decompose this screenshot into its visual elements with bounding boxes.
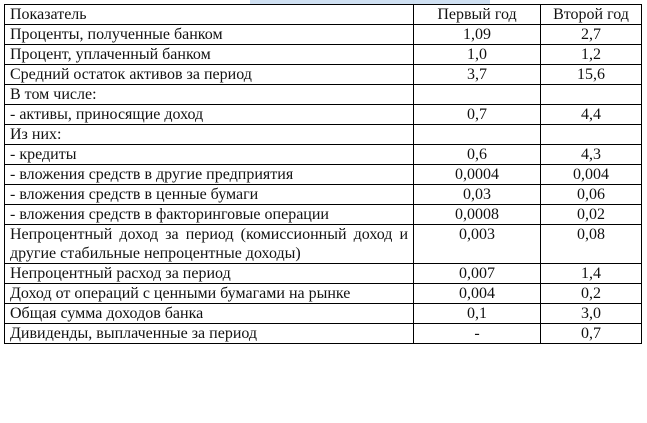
row-year1-value: 1,0 [414,45,541,65]
row-year2-value [541,85,642,105]
row-label: - вложения средств в факторинговые операции [5,205,414,225]
row-year1-value: 0,7 [414,105,541,125]
row-year2-value: 1,4 [541,264,642,284]
table-row [5,185,642,205]
row-year2-value [541,125,642,145]
row-year1-value [414,125,541,145]
table-row [5,165,642,185]
row-year2-value: 4,4 [541,105,642,125]
row-year1-value: - [414,324,541,344]
row-year1-value: 0,004 [414,284,541,304]
row-label: Процент, уплаченный банком [5,45,414,65]
row-label: Дивиденды, выплаченные за период [5,324,414,344]
row-year1-value: 0,03 [414,185,541,205]
row-year2-value: 0,08 [541,225,642,264]
table-row [5,65,642,85]
row-year2-value: 0,02 [541,205,642,225]
row-year1-value: 0,1 [414,304,541,324]
header-row [5,5,642,25]
row-label: Непроцентный доход за период (комиссионный доход и другие стабильные непроцентные доходы) [5,225,414,264]
row-label: В том числе: [5,85,414,105]
row-year2-value: 0,004 [541,165,642,185]
row-year2-value: 2,7 [541,25,642,45]
row-year2-value: 0,7 [541,324,642,344]
table-row [5,105,642,125]
row-year1-value: 0,007 [414,264,541,284]
row-label: - вложения средств в ценные бумаги [5,185,414,205]
row-year1-value [414,85,541,105]
row-label: Общая сумма доходов банка [5,304,414,324]
table-row [5,225,642,264]
row-year2-value: 15,6 [541,65,642,85]
header-year2: Второй год [541,5,642,25]
row-label: Доход от операций с ценными бумагами на рынке [5,284,414,304]
table-row [5,205,642,225]
row-year2-value: 1,2 [541,45,642,65]
table-row [5,25,642,45]
table-row [5,45,642,65]
row-label: - вложения средств в другие предприятия [5,165,414,185]
row-year2-value: 0,2 [541,284,642,304]
table-row [5,304,642,324]
row-year1-value: 0,0004 [414,165,541,185]
row-year1-value: 0,003 [414,225,541,264]
row-label: Проценты, полученные банком [5,25,414,45]
row-label: - активы, приносящие доход [5,105,414,125]
row-year1-value: 1,09 [414,25,541,45]
table-row [5,264,642,284]
table-row [5,85,642,105]
table-row [5,324,642,344]
row-year1-value: 3,7 [414,65,541,85]
row-label: Непроцентный расход за период [5,264,414,284]
table-row [5,284,642,304]
header-indicator: Показатель [5,5,414,25]
table-row [5,145,642,165]
row-year1-value: 0,6 [414,145,541,165]
bank-indicators-table [4,4,642,344]
row-year2-value: 4,3 [541,145,642,165]
row-label: Средний остаток активов за период [5,65,414,85]
header-year1: Первый год [414,5,541,25]
row-label: Из них: [5,125,414,145]
row-label: - кредиты [5,145,414,165]
table-row [5,125,642,145]
row-year2-value: 3,0 [541,304,642,324]
row-year1-value: 0,0008 [414,205,541,225]
row-year2-value: 0,06 [541,185,642,205]
